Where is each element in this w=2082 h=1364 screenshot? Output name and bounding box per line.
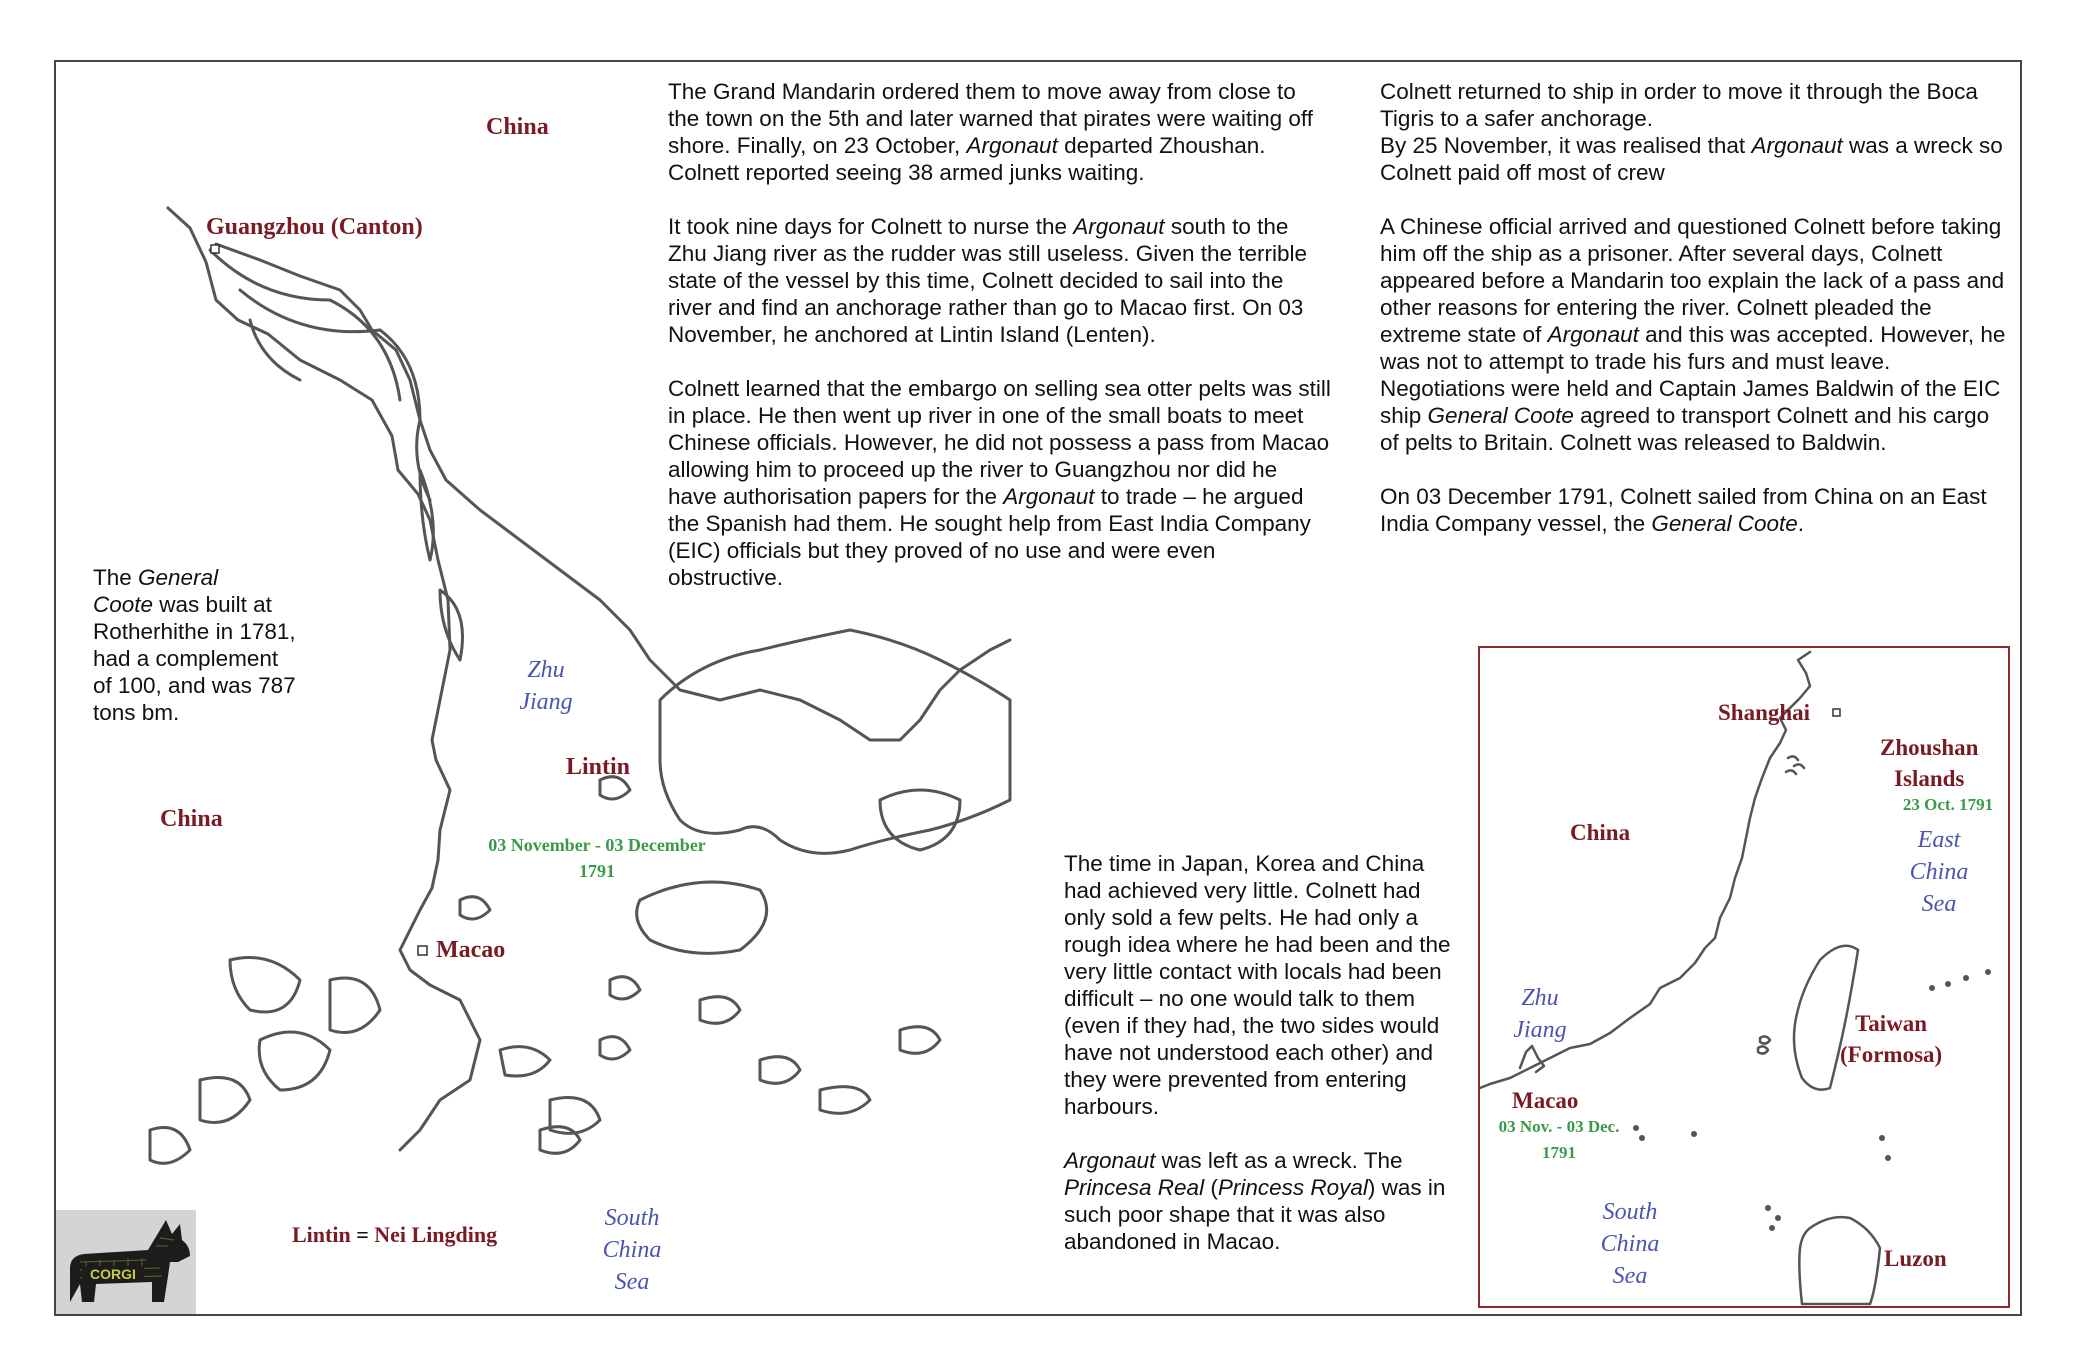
islet-7 bbox=[760, 1057, 800, 1084]
right-p3-a: On 03 December 1791, Colnett sailed from China on an East India Company vessel, the bbox=[1380, 484, 1987, 536]
inset-dot-2 bbox=[1639, 1135, 1645, 1141]
inset-south-china-sea-label bbox=[1580, 1196, 1680, 1292]
lower-p2-ship3: Princess Royal bbox=[1217, 1175, 1368, 1200]
guangzhou-label: Guangzhou (Canton) bbox=[206, 214, 423, 240]
guangzhou-marker bbox=[211, 245, 219, 253]
inset-ecs-line-3: Sea bbox=[1921, 891, 1957, 917]
lintin-label: Lintin bbox=[566, 754, 631, 780]
middle-p1-a: The Grand Mandarin ordered them to move away from close to the town on the 5th and later warned that pirates were waiting off shore. Finally, on 23 October, bbox=[668, 79, 1313, 158]
right-p3-ship: General Coote bbox=[1651, 511, 1798, 536]
west-island-5 bbox=[150, 1128, 190, 1164]
inset-dot-9 bbox=[1929, 985, 1935, 991]
lower-text-column bbox=[1064, 850, 1460, 1255]
lintin-equivalence bbox=[292, 1222, 497, 1248]
islet-3 bbox=[500, 1047, 550, 1076]
lower-p2-a: was left as a wreck. The bbox=[1155, 1148, 1403, 1173]
islet-5 bbox=[600, 1037, 630, 1059]
middle-p3-b: to trade – he argued the Spanish had them. He sought help from East India Company (EIC) officials but they proved of no use and were even obstructive. bbox=[668, 484, 1311, 590]
middle-p3-ship: Argonaut bbox=[1003, 484, 1095, 509]
inset-shanghai-marker bbox=[1833, 709, 1840, 716]
inset-dot-7 bbox=[1879, 1135, 1885, 1141]
inset-dot-10 bbox=[1945, 981, 1951, 987]
inset-zhoushan-line-1: Zhoushan bbox=[1880, 735, 1979, 760]
inset-dot-4 bbox=[1765, 1205, 1771, 1211]
inset-scs-line-2: China bbox=[1600, 1231, 1660, 1257]
inset-map bbox=[1478, 646, 2010, 1308]
middle-p3-a: Colnett learned that the embargo on selling sea otter pelts was still in place. He then went up river in one of the small boats to meet Chinese officials. However, he did not possess a pass from Macao allowing him to proceed up the river to Guangzhou nor did he have authorisation papers for the bbox=[668, 376, 1331, 509]
inset-dot-5 bbox=[1769, 1225, 1775, 1231]
right-p1-ship: Argonaut bbox=[1751, 133, 1843, 158]
islet-9 bbox=[900, 1027, 940, 1054]
right-p2-a: A Chinese official arrived and questioned Colnett before taking him off the ship as a prisoner. After several days, Colnett appeared before a Mandarin too explain the lack of a pass and other reasons for entering the river. Colnett pleaded the extreme state of bbox=[1380, 214, 2005, 347]
right-paragraph-2 bbox=[1380, 213, 2010, 456]
inset-taiwan-line-1: Taiwan bbox=[1855, 1011, 1928, 1036]
lower-p2-b: ( bbox=[1204, 1175, 1218, 1200]
west-island-1 bbox=[230, 958, 300, 1013]
inset-islet-b bbox=[1758, 1046, 1768, 1053]
corgi-logo-text: CORGI bbox=[90, 1266, 136, 1282]
inset-zhoushan-label bbox=[1880, 732, 1978, 794]
right-p2-c: agreed to transport Colnett and his cargo of pelts to Britain. Colnett was released to Baldwin. bbox=[1380, 403, 1990, 455]
corgi-dog-icon bbox=[56, 1210, 196, 1314]
lintin-date-line-2: 1791 bbox=[579, 861, 615, 881]
right-paragraph-3 bbox=[1380, 483, 2010, 537]
lower-p2-ship: Argonaut bbox=[1064, 1148, 1156, 1173]
middle-p1-ship: Argonaut bbox=[966, 133, 1058, 158]
middle-p2-b: south to the Zhu Jiang river as the rudder was still useless. Given the terrible state of the vessel by this time, Colnett decided to sail into the river and find an anchorage rather than go to Macao first. On 03 November, he anchored at Lintin Island (Lenten). bbox=[668, 214, 1308, 347]
general-coote-italic-1: General bbox=[138, 565, 219, 590]
lintin-equivalence-eq: = bbox=[356, 1222, 369, 1247]
south-china-sea-line-1: South bbox=[604, 1205, 660, 1231]
middle-p2-a: It took nine days for Colnett to nurse the bbox=[668, 214, 1074, 239]
right-p3-b: . bbox=[1797, 511, 1805, 536]
lower-paragraph-2 bbox=[1064, 1147, 1460, 1255]
right-paragraph-1 bbox=[1380, 78, 2010, 186]
inset-dot-6 bbox=[1775, 1215, 1781, 1221]
inset-dot-11 bbox=[1963, 975, 1969, 981]
islet-11 bbox=[460, 897, 490, 919]
inset-zhoushan-line-2: Islands bbox=[1894, 766, 1965, 791]
middle-paragraph-2 bbox=[668, 213, 1332, 348]
macao-label: Macao bbox=[436, 937, 506, 963]
lantau-island bbox=[637, 882, 767, 953]
inset-zhu-jiang-line-1: Zhu bbox=[1521, 985, 1559, 1011]
islet-2 bbox=[610, 977, 640, 999]
inset-zhoushan-islands bbox=[1786, 756, 1804, 774]
inset-ecs-line-1: East bbox=[1917, 827, 1961, 853]
west-island-4 bbox=[330, 978, 380, 1033]
middle-text-column bbox=[668, 78, 1332, 591]
right-p1-a: Colnett returned to ship in order to move it through the Boca Tigris to a safer anchorage. bbox=[1380, 79, 1978, 131]
corgi-logo bbox=[56, 1210, 196, 1314]
general-coote-text bbox=[93, 564, 303, 726]
inset-macao-date-line-1: 03 Nov. - 03 Dec. bbox=[1498, 1117, 1620, 1136]
inset-macao-date-line-2: 1791 bbox=[1542, 1143, 1576, 1162]
west-island-2 bbox=[259, 1032, 330, 1090]
inset-zhu-jiang-label bbox=[1500, 982, 1580, 1046]
hk-island bbox=[880, 790, 960, 850]
right-p2-b: and this was accepted. However, he was not to attempt to trade his furs and must leave. Negotiations were held and Captain James Baldwin of the EIC ship bbox=[1380, 322, 2006, 428]
south-china-sea-label bbox=[582, 1202, 682, 1298]
right-p2-ship: Argonaut bbox=[1547, 322, 1639, 347]
islet-6 bbox=[700, 997, 740, 1024]
inset-luzon-label: Luzon bbox=[1884, 1246, 1947, 1271]
inset-east-china-sea-label bbox=[1894, 824, 1984, 920]
inset-zhoushan-date: 23 Oct. 1791 bbox=[1902, 795, 1994, 814]
middle-paragraph-1 bbox=[668, 78, 1332, 186]
south-china-sea-line-3: Sea bbox=[614, 1269, 650, 1295]
inset-shanghai-label: Shanghai bbox=[1718, 700, 1811, 725]
inset-scs-line-1: South bbox=[1602, 1199, 1658, 1225]
general-coote-italic-2: Coote bbox=[93, 592, 154, 617]
inset-islet-a bbox=[1760, 1036, 1770, 1043]
right-text-column bbox=[1380, 78, 2010, 537]
zhu-jiang-label bbox=[506, 654, 586, 718]
middle-p1-b: departed Zhoushan. Colnett reported seeing 38 armed junks waiting. bbox=[668, 133, 1266, 185]
inset-zhu-jiang-line-2: Jiang bbox=[1513, 1017, 1567, 1043]
inset-china-label: China bbox=[1570, 820, 1631, 845]
middle-p2-ship: Argonaut bbox=[1073, 214, 1165, 239]
lower-p2-ship2: Princesa Real bbox=[1064, 1175, 1205, 1200]
inset-macao-date bbox=[1484, 1114, 1634, 1166]
right-p1-c: was a wreck so Colnett paid off most of crew bbox=[1380, 133, 2003, 185]
right-p2-ship2: General Coote bbox=[1427, 403, 1574, 428]
inset-luzon bbox=[1799, 1217, 1880, 1304]
south-china-sea-line-2: China bbox=[602, 1237, 662, 1263]
inset-scs-line-3: Sea bbox=[1612, 1263, 1648, 1289]
china-label-mid: China bbox=[160, 806, 223, 832]
general-coote-text-rest: was built at Rotherhithe in 1781, had a complement of 100, and was 787 tons bm. bbox=[93, 592, 296, 725]
islet-8 bbox=[820, 1087, 870, 1114]
inset-taiwan-line-2: (Formosa) bbox=[1840, 1042, 1943, 1067]
zhu-jiang-line-2: Jiang bbox=[519, 689, 573, 715]
lintin-equivalence-b: Nei Lingding bbox=[374, 1222, 498, 1247]
lintin-equivalence-a: Lintin bbox=[292, 1222, 351, 1247]
inset-macao-label: Macao bbox=[1512, 1088, 1579, 1113]
inset-ecs-line-2: China bbox=[1909, 859, 1969, 885]
right-p1-b: By 25 November, it was realised that bbox=[1380, 133, 1752, 158]
lintin-date-line-1: 03 November - 03 December bbox=[488, 835, 706, 855]
inset-dot-3 bbox=[1691, 1131, 1697, 1137]
inset-dot-8 bbox=[1885, 1155, 1891, 1161]
lintin-date-label bbox=[462, 832, 732, 884]
macao-marker bbox=[418, 946, 427, 955]
inset-dot-12 bbox=[1985, 969, 1991, 975]
middle-paragraph-3 bbox=[668, 375, 1332, 591]
lower-paragraph-1: The time in Japan, Korea and China had achieved very little. Colnett had only sold a few pelts. He had only a rough idea where he had been and the very little contact with locals had been difficult – no one would talk to them (even if they had, the two sides would have not understood each other) and they were prevented from entering harbours. bbox=[1064, 851, 1451, 1119]
lower-p2-c: ) was in such poor shape that it was also abandoned in Macao. bbox=[1064, 1175, 1446, 1254]
west-island-3 bbox=[200, 1078, 250, 1123]
zhu-jiang-line-1: Zhu bbox=[527, 657, 565, 683]
inset-taiwan-label bbox=[1840, 1008, 1942, 1070]
islet-10 bbox=[540, 1127, 580, 1154]
china-label-top: China bbox=[486, 114, 549, 140]
general-coote-text-a: The bbox=[93, 565, 139, 590]
